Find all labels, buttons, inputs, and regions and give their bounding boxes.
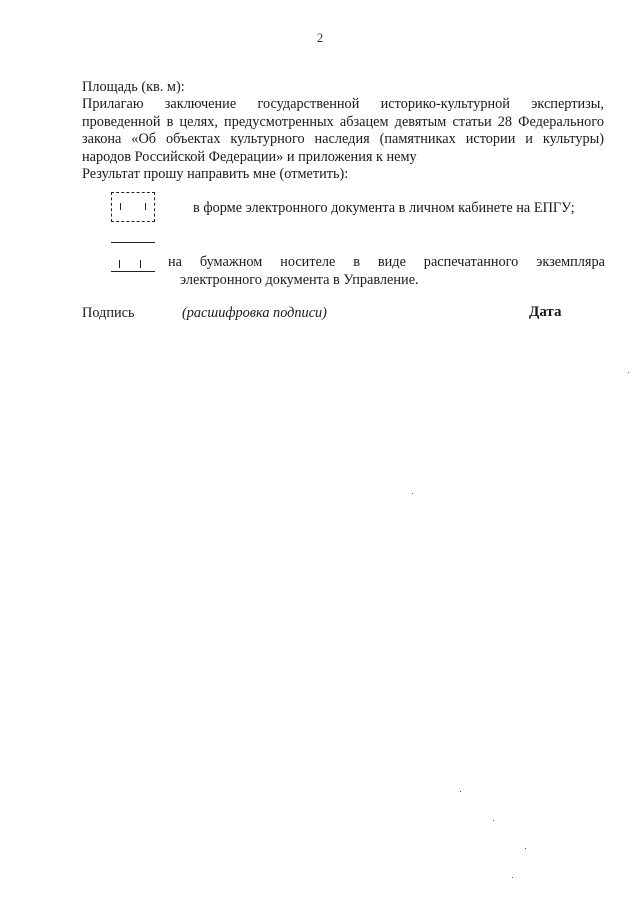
date-label: Дата bbox=[529, 304, 562, 320]
scan-speck bbox=[493, 820, 494, 821]
scan-speck bbox=[628, 372, 629, 373]
paper-delivery-checkbox[interactable] bbox=[111, 242, 155, 272]
page-number: 2 bbox=[316, 30, 324, 45]
signature-label: Подпись bbox=[82, 305, 135, 321]
paper-delivery-label-line2: электронного документа в Управление. bbox=[180, 272, 419, 288]
area-field-label: Площадь (кв. м): bbox=[82, 79, 185, 95]
electronic-delivery-label: в форме электронного документа в личном кабинете на ЕПГУ; bbox=[193, 200, 575, 216]
electronic-delivery-checkbox[interactable] bbox=[111, 192, 155, 222]
signature-decoding-label: (расшифровка подписи) bbox=[182, 305, 327, 321]
scan-speck bbox=[512, 877, 513, 878]
scan-speck bbox=[412, 493, 413, 494]
attachment-paragraph: Прилагаю заключение государственной историко-культурной экспертизы, проведенной в целях, предусмотренных абзацем девятым статьи 28 Федерального закона «Об объектах культурного наследия (памятниках истории и культуры) народов Российской Федерации» и приложения к нему bbox=[82, 96, 604, 165]
paper-delivery-label-line1: на бумажном носителе в виде распечатанного экземпляра bbox=[168, 254, 605, 270]
scan-speck bbox=[460, 791, 461, 792]
result-delivery-prompt: Результат прошу направить мне (отметить): bbox=[82, 166, 349, 182]
scan-speck bbox=[525, 848, 526, 849]
